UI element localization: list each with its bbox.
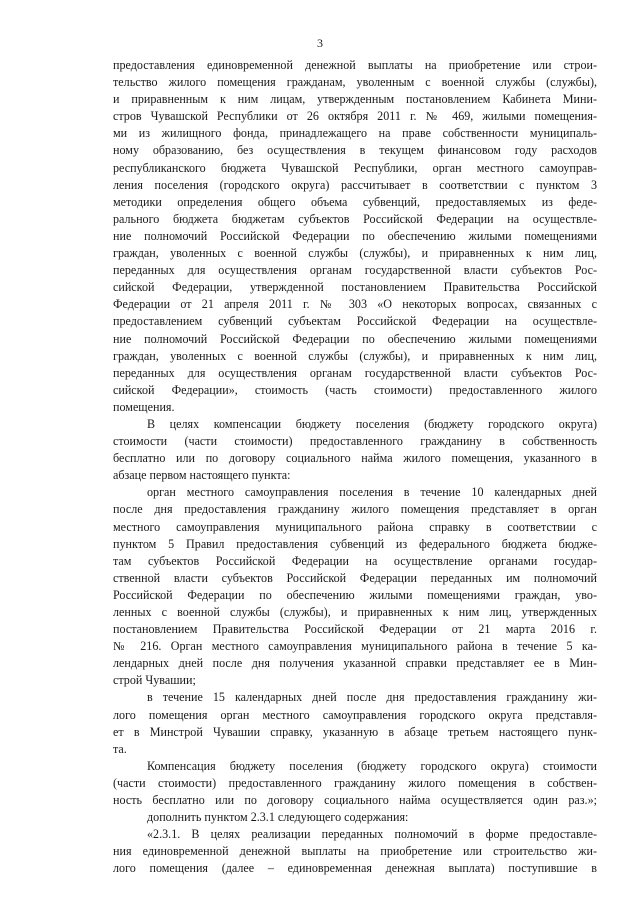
text-line: и приравненным к ним лицам, утвержденным постановлением Кабинета Мини- (113, 92, 597, 107)
text-line: граждан, уволенных с военной службы (службы), и приравненных к ним лиц, (113, 246, 597, 261)
text-line: ние полномочий Российской Федерации по обеспечению жилыми помещениями (113, 331, 597, 346)
text-line: Федерации от 21 апреля 2011 г. № 303 «О некоторых вопросах, связанных с (113, 297, 597, 312)
text-line: стров Чувашской Республики от 26 октября 2011 г. № 469, жилыми помещения- (113, 109, 597, 124)
text-line: ния единовременной денежной выплаты на приобретение или строительство жи- (113, 844, 597, 859)
text-line: сийской Федерации», стоимость (часть стоимости) предоставленного жилого (113, 382, 597, 397)
text-line: та. (113, 741, 127, 756)
text-line: помещения. (113, 399, 175, 414)
text-line: сийской Федерации, утвержденной постановлением Правительства Российской (113, 280, 597, 295)
text-line: там субъектов Российской Федерации на осуществление органами государ- (113, 553, 597, 568)
text-line: Российской Федерации по обеспечению жилыми помещениями граждан, уво- (113, 587, 597, 602)
document-body (113, 57, 597, 878)
text-line: (части стоимости) предоставленного гражданину жилого помещения в собствен- (113, 775, 597, 790)
text-line: строй Чувашии; (113, 673, 196, 688)
text-line: ному образованию, без осуществления в текущем финансовом году расходов (113, 143, 597, 158)
text-line: постановлением Правительства Российской Федерации от 21 марта 2016 г. (113, 622, 597, 637)
text-line: пунктом 5 Правил предоставления субвенций из федерального бюджета бюдже- (113, 536, 597, 551)
text-line: предоставлением субвенций субъектам Российской Федерации на осуществле- (113, 314, 597, 329)
text-line: тельство жилого помещения гражданам, уволенным с военной службы (службы), (113, 75, 597, 90)
text-line: ления поселения (городского округа) рассчитывает в соответствии с пунктом 3 (113, 177, 597, 192)
text-line: дополнить пунктом 2.3.1 следующего содержания: (147, 810, 409, 825)
text-line: после дня предоставления гражданину жилого помещения представляет в орган (113, 502, 597, 517)
text-line: ми из жилищного фонда, принадлежащего на праве собственности муниципаль- (113, 126, 597, 141)
text-line: «2.3.1. В целях реализации переданных полномочий в форме предоставле- (147, 827, 597, 842)
text-line: ность бесплатно или по договору социального найма осуществляется один раз.»; (113, 793, 597, 808)
text-line: В целях компенсации бюджету поселения (бюджету городского округа) (147, 416, 597, 431)
text-line: лого помещения (далее – единовременная денежная выплата) поступившие в (113, 861, 597, 876)
text-line: предоставления единовременной денежной выплаты на приобретение или строи- (113, 58, 597, 72)
text-line: лого помещения орган местного самоуправления городского округа представля- (113, 707, 597, 722)
text-line: местного самоуправления муниципального района справку в соответствии с (113, 519, 597, 534)
text-line: абзаце первом настоящего пункта: (113, 468, 291, 483)
page-number: 3 (317, 36, 323, 50)
text-line: Компенсация бюджету поселения (бюджету городского округа) стоимости (147, 758, 597, 773)
text-line: переданных для осуществления органам государственной власти субъектов Рос- (113, 365, 597, 380)
text-line: переданных для осуществления органам государственной власти субъектов Рос- (113, 263, 597, 278)
text-line: рального бюджета бюджетам субъектов Российской Федерации на осуществле- (113, 211, 597, 226)
text-line: в течение 15 календарных дней после дня предоставления гражданину жи- (147, 690, 597, 705)
text-line: ленных с военной службы (службы), и приравненных к ним лиц, утвержденных (113, 605, 597, 619)
text-line: граждан, уволенных с военной службы (службы), и приравненных к ним лиц, (113, 348, 597, 363)
text-line: лендарных дней после дня получения указанной справки представляет ее в Мин- (113, 656, 597, 671)
text-line: орган местного самоуправления поселения в течение 10 календарных дней (147, 485, 597, 500)
text-line: ственной власти субъектов Российской Федерации переданных им полномочий (113, 570, 597, 585)
text-line: методики определения общего объема субвенций, предоставляемых из феде- (113, 194, 597, 209)
text-line: ние полномочий Российской Федерации по обеспечению жилыми помещениями (113, 228, 597, 243)
text-line: ет в Минстрой Чувашии справку, указанную в абзаце третьем настоящего пунк- (113, 724, 597, 739)
text-line: бесплатно или по договору социального найма жилого помещения, указанного в (113, 451, 597, 466)
text-line: республиканского бюджета Чувашской Республики, орган местного самоуправ- (113, 160, 597, 175)
text-line: № 216. Орган местного самоуправления муниципального района в течение 5 ка- (113, 639, 597, 654)
text-line: стоимости (части стоимости) предоставленного гражданину в собственность (113, 434, 597, 449)
